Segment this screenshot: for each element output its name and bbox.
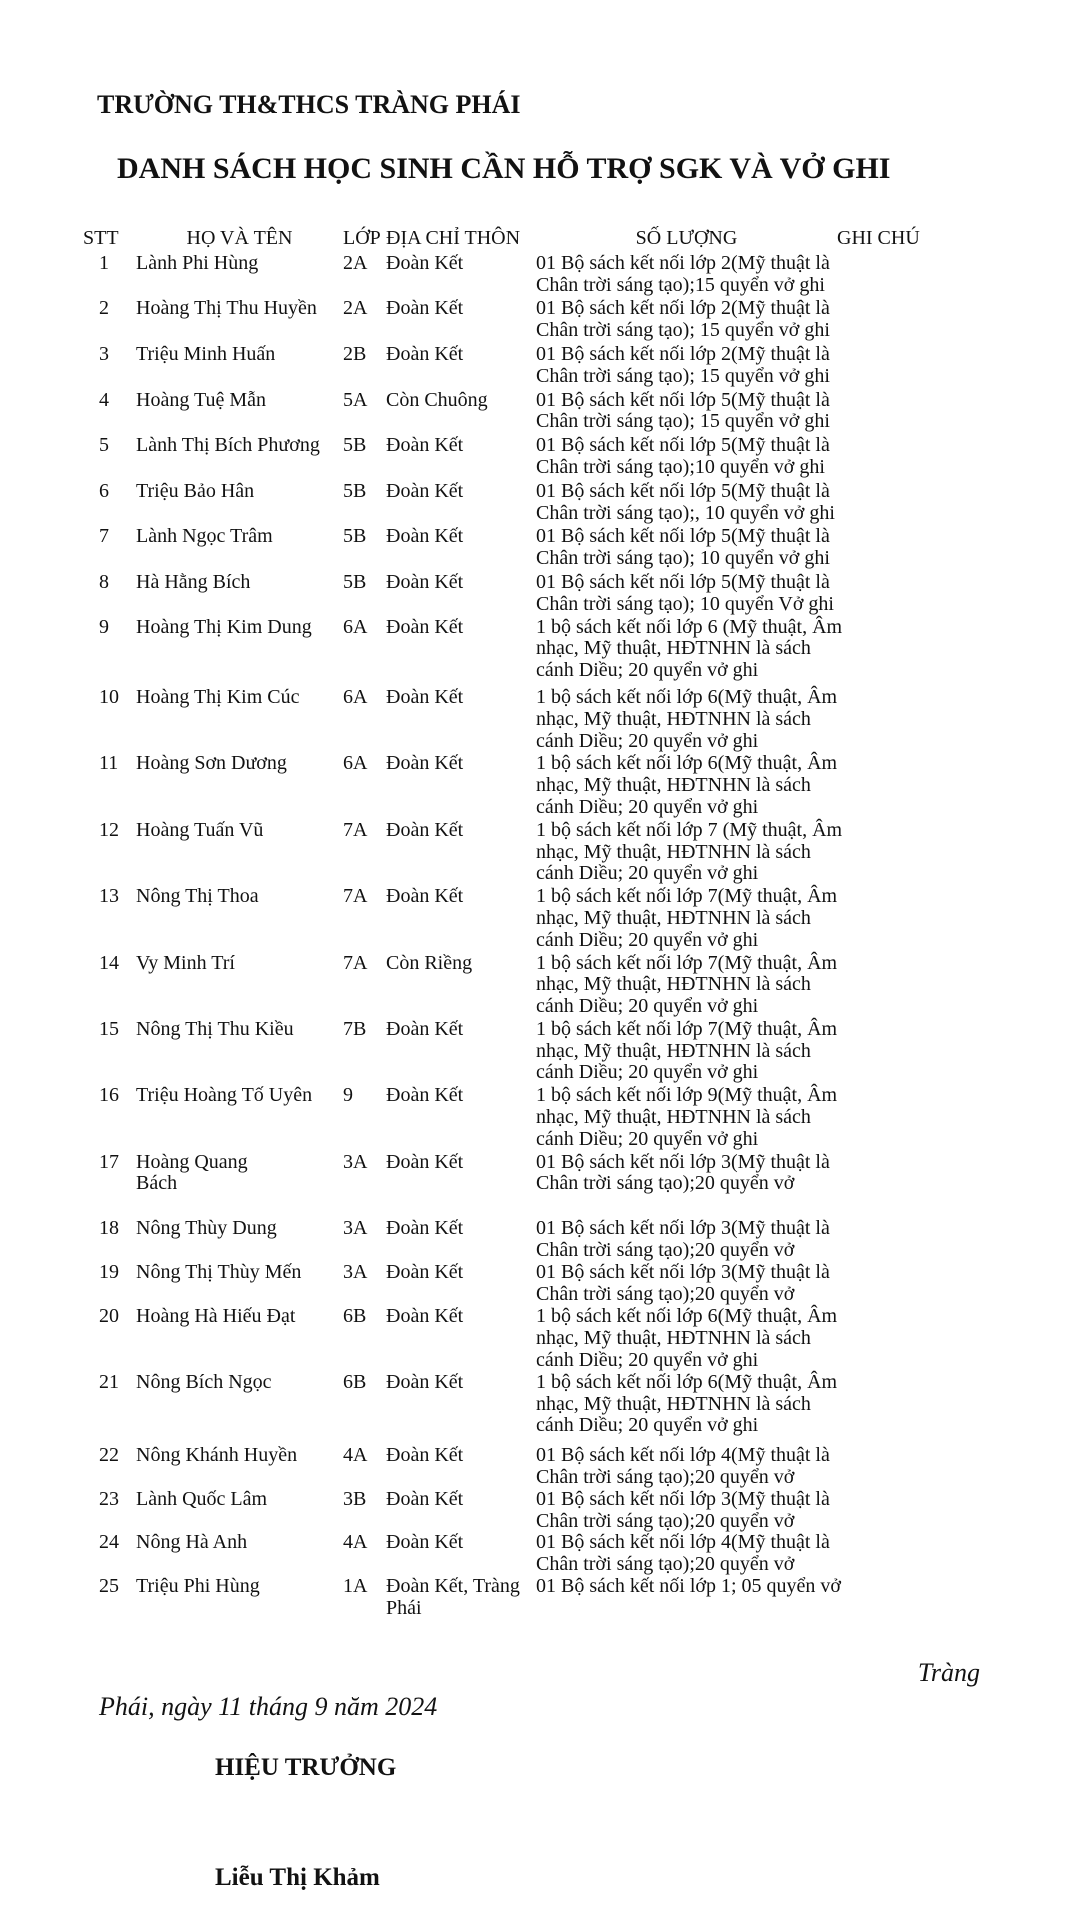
cell-class: 7B: [343, 1017, 367, 1040]
table-row: [0, 1085, 1080, 1150]
cell-stt: 4: [99, 388, 109, 411]
cell-class: 7A: [343, 885, 368, 908]
cell-stt: 7: [99, 525, 109, 548]
table-row: [0, 1019, 1080, 1084]
column-header-stt: STT: [83, 227, 119, 249]
table-body: [0, 253, 1080, 1620]
signer-title: HIỆU TRƯỞNG: [215, 1754, 397, 1781]
cell-class: 7A: [343, 951, 368, 974]
cell-name: Nông Khánh Huyền: [136, 1444, 298, 1467]
cell-name: Hoàng Tuệ Mẫn: [136, 388, 267, 411]
cell-address: Đoàn Kết: [386, 570, 464, 593]
cell-stt: 9: [99, 615, 109, 638]
document-title: DANH SÁCH HỌC SINH CẦN HỖ TRỢ SGK VÀ VỞ GHI: [117, 152, 891, 185]
cell-address: Đoàn Kết: [386, 615, 464, 638]
cell-stt: 6: [99, 479, 109, 502]
cell-name: Triệu Hoàng Tố Uyên: [136, 1084, 313, 1107]
cell-address: Đoàn Kết: [386, 434, 464, 457]
cell-class: 3A: [343, 1260, 368, 1283]
cell-stt: 8: [99, 570, 109, 593]
table-row: [0, 1218, 1080, 1262]
cell-class: 5A: [343, 388, 368, 411]
table-row: [0, 435, 1080, 479]
table-header-row: [0, 228, 1080, 250]
school-name: TRƯỜNG TH&THCS TRÀNG PHÁI: [97, 90, 521, 119]
cell-quantity: 1 bộ sách kết nối lớp 6(Mỹ thuật, Âm nhạc, Mỹ thuật, HĐTNHN là sách cánh Diều; 20 quyển vở ghi: [536, 685, 838, 752]
cell-stt: 25: [99, 1575, 119, 1598]
table-row: [0, 1372, 1080, 1437]
cell-quantity: 01 Bộ sách kết nối lớp 3(Mỹ thuật là Chân trời sáng tạo);20 quyển vở: [536, 1150, 830, 1195]
cell-quantity: 1 bộ sách kết nối lớp 6(Mỹ thuật, Âm nhạc, Mỹ thuật, HĐTNHN là sách cánh Diều; 20 quyển vở ghi: [536, 1370, 838, 1437]
cell-stt: 19: [99, 1260, 119, 1283]
cell-quantity: 01 Bộ sách kết nối lớp 2(Mỹ thuật là Chân trời sáng tạo);15 quyển vở ghi: [536, 251, 830, 296]
cell-name: Lành Phi Hùng: [136, 251, 259, 274]
student-table: [0, 228, 1080, 1620]
table-row: [0, 1489, 1080, 1533]
cell-class: 6B: [343, 1370, 367, 1393]
cell-address: Đoàn Kết: [386, 1531, 464, 1554]
cell-quantity: 01 Bộ sách kết nối lớp 5(Mỹ thuật là Chân trời sáng tạo);10 quyển vở ghi: [536, 434, 830, 478]
cell-quantity: 1 bộ sách kết nối lớp 7(Mỹ thuật, Âm nhạc, Mỹ thuật, HĐTNHN là sách cánh Diều; 20 quyển vở ghi: [536, 1017, 838, 1084]
cell-class: 5B: [343, 479, 367, 502]
cell-quantity: 01 Bộ sách kết nối lớp 4(Mỹ thuật là Chân trời sáng tạo);20 quyển vở: [536, 1444, 830, 1489]
cell-name: Triệu Minh Huấn: [136, 342, 276, 365]
cell-quantity: 01 Bộ sách kết nối lớp 5(Mỹ thuật là Chân trời sáng tạo);, 10 quyển vở ghi: [536, 479, 835, 524]
cell-name: Hoàng Quang Bách: [136, 1150, 248, 1195]
cell-quantity: 1 bộ sách kết nối lớp 6(Mỹ thuật, Âm nhạc, Mỹ thuật, HĐTNHN là sách cánh Diều; 20 quyển vở ghi: [536, 752, 838, 818]
table-row: [0, 253, 1080, 297]
cell-quantity: 01 Bộ sách kết nối lớp 3(Mỹ thuật là Chân trời sáng tạo);20 quyển vở: [536, 1217, 830, 1262]
cell-address: Đoàn Kết: [386, 752, 464, 775]
cell-address: Đoàn Kết: [386, 1260, 464, 1283]
table-row: [0, 687, 1080, 752]
cell-class: 5B: [343, 570, 367, 593]
cell-stt: 14: [99, 951, 119, 974]
cell-quantity: 1 bộ sách kết nối lớp 6 (Mỹ thuật, Âm nhạc, Mỹ thuật, HĐTNHN là sách cánh Diều; 20 quyển vở ghi: [536, 615, 843, 682]
table-row: [0, 753, 1080, 818]
cell-class: 6A: [343, 615, 368, 638]
cell-name: Hoàng Hà Hiếu Đạt: [136, 1305, 296, 1328]
cell-name: Nông Thùy Dung: [136, 1217, 277, 1240]
cell-address: Đoàn Kết: [386, 1217, 464, 1240]
column-header-address: ĐỊA CHỈ THÔN: [386, 227, 521, 249]
cell-address: Đoàn Kết: [386, 1150, 464, 1173]
cell-stt: 18: [99, 1217, 119, 1240]
cell-quantity: 01 Bộ sách kết nối lớp 5(Mỹ thuật là Chân trời sáng tạo); 10 quyển Vở ghi: [536, 570, 834, 615]
cell-quantity: 01 Bộ sách kết nối lớp 3(Mỹ thuật là Chân trời sáng tạo);20 quyển vở: [536, 1487, 830, 1532]
cell-address: Đoàn Kết: [386, 251, 464, 274]
table-row: [0, 298, 1080, 342]
cell-stt: 11: [99, 752, 119, 775]
table-row: [0, 390, 1080, 434]
cell-stt: 12: [99, 818, 119, 841]
cell-quantity: 01 Bộ sách kết nối lớp 5(Mỹ thuật là Chân trời sáng tạo); 15 quyển vở ghi: [536, 388, 830, 433]
cell-class: 5B: [343, 434, 367, 457]
cell-name: Hoàng Thị Thu Huyền: [136, 297, 317, 320]
cell-address: Đoàn Kết: [386, 818, 464, 841]
cell-name: Hoàng Thị Kim Cúc: [136, 685, 300, 708]
column-header-quantity: SỐ LƯỢNG: [635, 227, 738, 249]
cell-name: Nông Hà Anh: [136, 1531, 248, 1554]
cell-name: Vy Minh Trí: [136, 951, 235, 974]
cell-name: Nông Bích Ngọc: [136, 1370, 272, 1393]
table-row: [0, 820, 1080, 885]
cell-name: Lành Thị Bích Phương: [136, 434, 320, 457]
cell-class: 3A: [343, 1150, 368, 1173]
cell-address: Đoàn Kết: [386, 1444, 464, 1467]
table-row: [0, 617, 1080, 682]
cell-quantity: 01 Bộ sách kết nối lớp 2(Mỹ thuật là Chân trời sáng tạo); 15 quyển vở ghi: [536, 342, 830, 387]
cell-class: 9: [343, 1084, 353, 1107]
cell-quantity: 01 Bộ sách kết nối lớp 1; 05 quyển vở: [536, 1575, 842, 1598]
cell-quantity: 1 bộ sách kết nối lớp 7(Mỹ thuật, Âm nhạc, Mỹ thuật, HĐTNHN là sách cánh Diều; 20 quyển vở ghi: [536, 951, 838, 1018]
cell-name: Nông Thị Thoa: [136, 885, 259, 908]
cell-stt: 13: [99, 885, 119, 908]
cell-stt: 16: [99, 1084, 119, 1107]
cell-address: Còn Chuông: [386, 388, 488, 411]
cell-stt: 17: [99, 1150, 119, 1173]
cell-address: Đoàn Kết: [386, 525, 464, 548]
column-header-note: GHI CHÚ: [837, 227, 920, 249]
cell-name: Nông Thị Thùy Mến: [136, 1260, 302, 1283]
cell-class: 2B: [343, 342, 367, 365]
table-row: [0, 1576, 1080, 1620]
cell-name: Triệu Phi Hùng: [136, 1575, 260, 1598]
cell-stt: 2: [99, 297, 109, 320]
cell-quantity: 1 bộ sách kết nối lớp 6(Mỹ thuật, Âm nhạc, Mỹ thuật, HĐTNHN là sách cánh Diều; 20 quyển vở ghi: [536, 1305, 838, 1372]
cell-address: Đoàn Kết: [386, 479, 464, 502]
cell-class: 3A: [343, 1217, 368, 1240]
table-row: [0, 481, 1080, 525]
cell-class: 2A: [343, 297, 368, 320]
cell-name: Hoàng Thị Kim Dung: [136, 615, 312, 638]
cell-address: Đoàn Kết: [386, 297, 464, 320]
cell-name: Lành Quốc Lâm: [136, 1487, 268, 1510]
cell-address: Đoàn Kết: [386, 1370, 464, 1393]
cell-stt: 3: [99, 342, 109, 365]
cell-name: Hoàng Sơn Dương: [136, 752, 287, 775]
cell-name: Lành Ngọc Trâm: [136, 525, 273, 548]
table-row: [0, 526, 1080, 570]
cell-stt: 5: [99, 434, 109, 457]
table-row: [0, 1152, 1080, 1196]
cell-quantity: 1 bộ sách kết nối lớp 7(Mỹ thuật, Âm nhạc, Mỹ thuật, HĐTNHN là sách cánh Diều; 20 quyển vở ghi: [536, 885, 838, 951]
table-row: [0, 1445, 1080, 1489]
cell-stt: 21: [99, 1370, 119, 1393]
cell-quantity: 1 bộ sách kết nối lớp 9(Mỹ thuật, Âm nhạc, Mỹ thuật, HĐTNHN là sách cánh Diều; 20 quyển vở ghi: [536, 1084, 838, 1150]
cell-class: 7A: [343, 818, 368, 841]
cell-address: Đoàn Kết: [386, 1017, 464, 1040]
cell-stt: 22: [99, 1444, 119, 1467]
cell-stt: 20: [99, 1305, 119, 1328]
cell-class: 6A: [343, 685, 368, 708]
cell-name: Nông Thị Thu Kiều: [136, 1017, 294, 1040]
cell-name: Triệu Bảo Hân: [136, 479, 255, 502]
cell-stt: 10: [99, 685, 119, 708]
signer-name: Liễu Thị Khảm: [215, 1864, 380, 1891]
table-row: [0, 1262, 1080, 1306]
cell-stt: 1: [99, 251, 109, 274]
cell-class: 5B: [343, 525, 367, 548]
cell-stt: 23: [99, 1487, 119, 1510]
table-row: [0, 953, 1080, 1018]
cell-class: 6A: [343, 752, 368, 775]
table-row: [0, 1306, 1080, 1371]
cell-class: 2A: [343, 251, 368, 274]
table-row: [0, 1532, 1080, 1576]
table-row: [0, 572, 1080, 616]
cell-stt: 24: [99, 1531, 119, 1554]
place-date-line: Phái, ngày 11 tháng 9 năm 2024: [99, 1692, 438, 1721]
cell-stt: 15: [99, 1017, 119, 1040]
cell-name: Hoàng Tuấn Vũ: [136, 818, 264, 841]
column-header-class: LỚP: [343, 227, 381, 249]
cell-quantity: 01 Bộ sách kết nối lớp 2(Mỹ thuật là Chân trời sáng tạo); 15 quyển vở ghi: [536, 297, 830, 342]
cell-quantity: 01 Bộ sách kết nối lớp 5(Mỹ thuật là Chân trời sáng tạo); 10 quyển vở ghi: [536, 525, 830, 570]
cell-address: Đoàn Kết, Tràng Phái: [386, 1575, 520, 1619]
cell-address: Đoàn Kết: [386, 342, 464, 365]
cell-quantity: 01 Bộ sách kết nối lớp 3(Mỹ thuật là Chân trời sáng tạo);20 quyển vở: [536, 1260, 830, 1305]
table-row: [0, 886, 1080, 951]
cell-address: Còn Riềng: [386, 951, 473, 974]
column-header-name: HỌ VÀ TÊN: [186, 227, 293, 249]
cell-class: 1A: [343, 1575, 368, 1598]
cell-address: Đoàn Kết: [386, 685, 464, 708]
cell-quantity: 01 Bộ sách kết nối lớp 4(Mỹ thuật là Chân trời sáng tạo);20 quyển vở: [536, 1531, 830, 1576]
cell-class: 4A: [343, 1531, 368, 1554]
cell-quantity: 1 bộ sách kết nối lớp 7 (Mỹ thuật, Âm nhạc, Mỹ thuật, HĐTNHN là sách cánh Diều; 20 quyển vở ghi: [536, 818, 843, 885]
cell-class: 4A: [343, 1444, 368, 1467]
cell-class: 3B: [343, 1487, 367, 1510]
cell-address: Đoàn Kết: [386, 1487, 464, 1510]
cell-class: 6B: [343, 1305, 367, 1328]
cell-name: Hà Hằng Bích: [136, 570, 251, 593]
cell-address: Đoàn Kết: [386, 1305, 464, 1328]
place-date-wrap-first: Tràng: [917, 1658, 980, 1687]
table-row: [0, 344, 1080, 388]
cell-address: Đoàn Kết: [386, 1084, 464, 1107]
cell-address: Đoàn Kết: [386, 885, 464, 908]
